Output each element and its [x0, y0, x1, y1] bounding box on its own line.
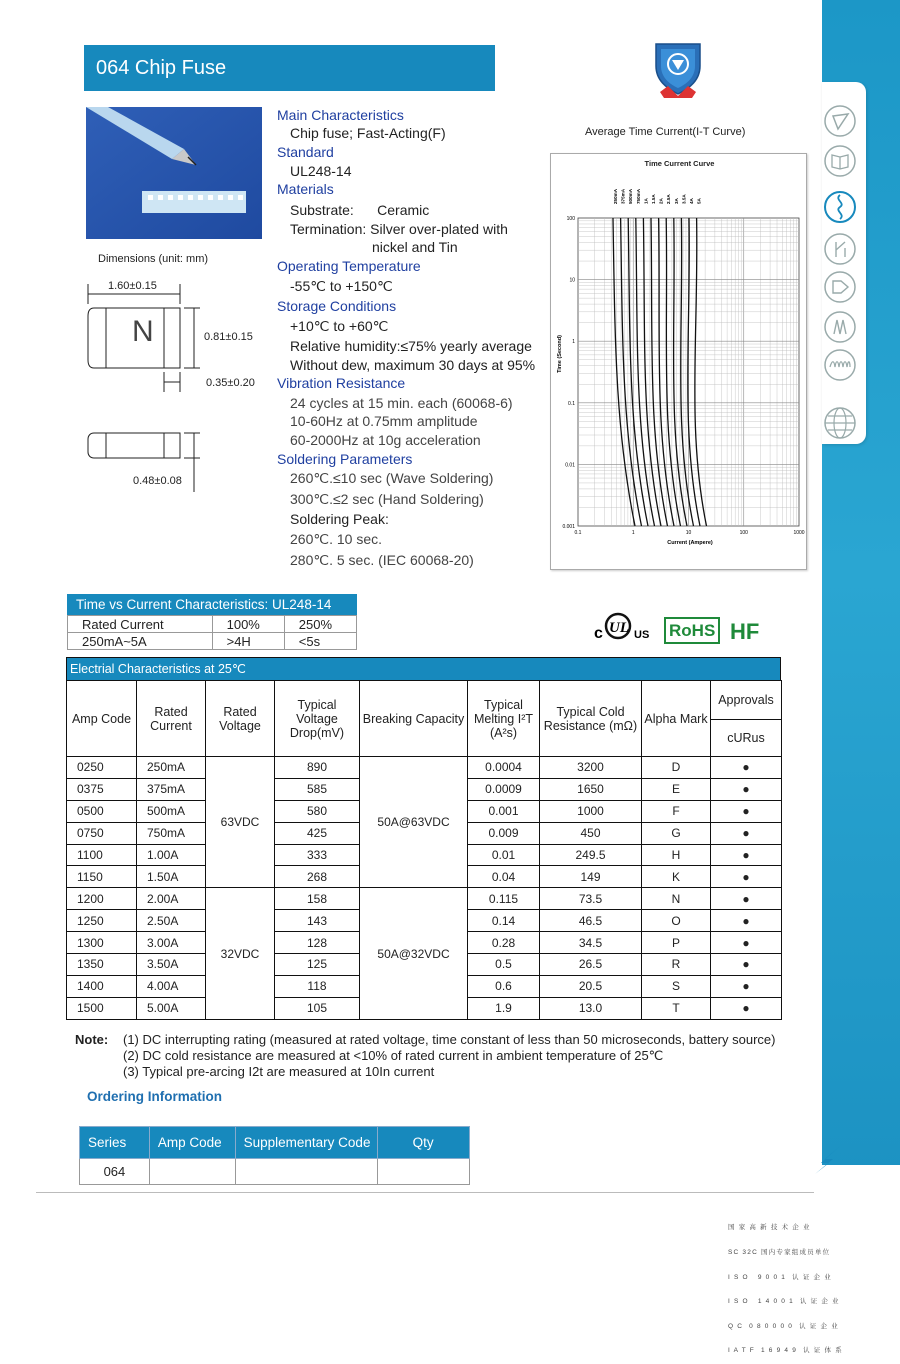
table-cell: 63VDC: [206, 757, 275, 888]
spec-soldering-line: Soldering Peak:: [290, 511, 389, 527]
table-cell: ●: [711, 822, 782, 844]
table-cell: 3200: [540, 757, 642, 779]
spec-vibration-line: 24 cycles at 15 min. each (60068-6): [290, 395, 513, 411]
table-cell: 1.00A: [137, 844, 206, 866]
table-cell: 1.50A: [137, 866, 206, 888]
spec-materials-line: nickel and Tin: [372, 239, 458, 255]
table-cell: 32VDC: [206, 888, 275, 1019]
spec-main-head: Main Characteristics: [277, 107, 404, 123]
spec-soldering-head: Soldering Parameters: [277, 451, 413, 467]
table-cell: 3.00A: [137, 932, 206, 954]
table-cell: 5.00A: [137, 997, 206, 1019]
spec-soldering-line: 260℃. 10 sec.: [290, 531, 382, 547]
table-row: [80, 1159, 470, 1185]
chart-rating-label: 1A: [643, 198, 649, 204]
table-cell: 34.5: [540, 932, 642, 954]
table-cell: P: [642, 932, 711, 954]
table-cell: 46.5: [540, 910, 642, 932]
table-cell: 1.9: [468, 997, 540, 1019]
table-cell: 375mA: [137, 778, 206, 800]
cert-line: I S O 9 0 0 1 认 证 企 业: [728, 1273, 832, 1281]
triangle-icon[interactable]: [823, 104, 857, 138]
table-cell: O: [642, 910, 711, 932]
spec-storage-line: Without dew, maximum 30 days at 95%: [290, 357, 536, 373]
table-cell: 0750: [67, 822, 137, 844]
table-cell: ●: [711, 997, 782, 1019]
footer-divider: [36, 1192, 814, 1193]
time-current-table: [67, 594, 357, 650]
table-cell: 0.14: [468, 910, 540, 932]
spec-optemp-line: -55℃ to +150℃: [290, 278, 393, 294]
cert-line: I S O 1 4 0 0 1 认 证 企 业: [728, 1298, 840, 1306]
curve-frame: [550, 153, 807, 570]
chart-rating-label: 3.5A: [681, 194, 687, 204]
spec-materials-line: Substrate: Ceramic: [290, 202, 430, 218]
page-title: 064 Chip Fuse: [84, 45, 495, 91]
sidebar-icon-tab: [822, 82, 866, 444]
table-cell: 118: [275, 975, 360, 997]
table-cell: 0.6: [468, 975, 540, 997]
table-cell: 158: [275, 888, 360, 910]
col-alpha-mark: Alpha Mark: [642, 681, 711, 757]
table-row: [68, 616, 357, 633]
connector-icon[interactable]: [823, 270, 857, 304]
table-cell: 0.001: [468, 800, 540, 822]
table-cell: 1000: [540, 800, 642, 822]
order-cell: 064: [80, 1159, 150, 1185]
table-cell: 128: [275, 932, 360, 954]
table-cell: 3.50A: [137, 954, 206, 976]
table-cell: 1500: [67, 997, 137, 1019]
col-voltage-drop: Typical Voltage Drop(mV): [275, 681, 360, 757]
table-row: [68, 633, 357, 650]
note-line: (2) DC cold resistance are measured at <10% of rated current in ambient temperature of 25℃: [123, 1048, 664, 1063]
note-line: (1) DC interrupting rating (measured at rated voltage, time constant of less than 50 microseconds, battery source): [123, 1032, 776, 1047]
order-col-qty: Qty: [378, 1127, 470, 1159]
chart-rating-label: 3A: [673, 198, 679, 204]
table-cell: 1350: [67, 954, 137, 976]
table-cell: 500mA: [137, 800, 206, 822]
table-cell: S: [642, 975, 711, 997]
spec-soldering-line: 300℃.≤2 sec (Hand Soldering): [290, 491, 484, 507]
svg-text:US: US: [634, 629, 650, 641]
table-cell: 2.50A: [137, 910, 206, 932]
chart-xtick: 100: [739, 530, 748, 536]
chart-curve: [688, 218, 700, 526]
dimension-drawing: [84, 276, 204, 496]
spec-storage-line: Relative humidity:≤75% yearly average: [290, 338, 532, 354]
table-cell: 250mA: [137, 757, 206, 779]
table-cell: 0.28: [468, 932, 540, 954]
ordering-table: [79, 1126, 470, 1185]
table-cell: 0250: [67, 757, 137, 779]
col-amp-code: Amp Code: [67, 681, 137, 757]
table-cell: 890: [275, 757, 360, 779]
table-cell: 1400: [67, 975, 137, 997]
col-rated-current: Rated Current: [137, 681, 206, 757]
curve-caption: Average Time Current(I-T Curve): [585, 126, 746, 138]
chart-rating-label: 2A: [658, 198, 664, 204]
col-melting: Typical Melting I²T (A²s): [468, 681, 540, 757]
chart-xtick: 1: [631, 530, 635, 536]
chart-rating-label: 1.5A: [651, 194, 656, 204]
table-cell: 26.5: [540, 954, 642, 976]
table-cell: 1250: [67, 910, 137, 932]
table-cell: ●: [711, 800, 782, 822]
chart-xtick: 1000: [793, 530, 805, 536]
table-cell: 0.04: [468, 866, 540, 888]
table-cell: 105: [275, 997, 360, 1019]
curve-xlabel: Current (Ampere): [667, 540, 713, 546]
table-cell: 580: [275, 800, 360, 822]
order-cell: [235, 1159, 378, 1185]
product-photo: [86, 107, 262, 239]
chart-rating-label: 4A: [689, 198, 694, 204]
table-cell: ●: [711, 844, 782, 866]
chart-xtick: 0.1: [574, 530, 582, 536]
table-cell: 20.5: [540, 975, 642, 997]
chart-rating-label: 250mA: [613, 188, 618, 204]
varistor-icon[interactable]: [823, 310, 857, 344]
tvc-cell: <5s: [284, 633, 356, 650]
order-cell: [149, 1159, 235, 1185]
table-row: [67, 888, 782, 910]
spec-main-line: Chip fuse; Fast-Acting(F): [290, 125, 446, 141]
spec-standard-line: UL248-14: [290, 163, 352, 179]
order-col-amp: Amp Code: [149, 1127, 235, 1159]
right-sidebar: [822, 0, 900, 1273]
cert-line: I A T F 1 6 9 4 9 认 证 体 系: [728, 1347, 843, 1355]
company-logo: [652, 40, 704, 100]
table-cell: T: [642, 997, 711, 1019]
col-cold-resistance: Typical Cold Resistance (mΩ): [540, 681, 642, 757]
table-cell: D: [642, 757, 711, 779]
curve-chart: [551, 154, 808, 571]
svg-text:UL: UL: [609, 620, 629, 636]
spec-storage-line: +10℃ to +60℃: [290, 318, 389, 334]
cert-line: Q C 0 8 0 0 0 0 认 证 企 业: [728, 1322, 839, 1330]
table-cell: 0.01: [468, 844, 540, 866]
thermal-icon[interactable]: [823, 232, 857, 266]
table-cell: G: [642, 822, 711, 844]
table-cell: 1300: [67, 932, 137, 954]
spec-storage-head: Storage Conditions: [277, 298, 397, 314]
table-cell: 425: [275, 822, 360, 844]
book-icon[interactable]: [823, 144, 857, 178]
hf-badge: HF: [730, 619, 760, 644]
fuse-marking: N: [132, 315, 154, 348]
table-cell: 333: [275, 844, 360, 866]
tvc-title: Time vs Current Characteristics: UL248-14: [67, 594, 357, 615]
rohs-badge: RoHS: [664, 617, 720, 644]
table-cell: ●: [711, 910, 782, 932]
chart-rating-label: 5A: [696, 198, 702, 204]
spec-vibration-line: 10-60Hz at 0.75mm amplitude: [290, 413, 478, 429]
table-cell: 585: [275, 778, 360, 800]
chart-ytick: 0.1: [568, 400, 575, 407]
spec-vibration-line: 60-2000Hz at 10g acceleration: [290, 432, 481, 448]
spec-vibration-head: Vibration Resistance: [277, 375, 406, 391]
table-cell: 2.00A: [137, 888, 206, 910]
order-col-series: Series: [80, 1127, 150, 1159]
table-cell: F: [642, 800, 711, 822]
table-cell: 0.009: [468, 822, 540, 844]
tvc-cell: 250mA~5A: [68, 633, 213, 650]
tvc-cell: 100%: [212, 616, 284, 633]
fuse-icon[interactable]: [823, 190, 857, 224]
curve-ylabel: Time (Second): [557, 335, 563, 373]
table-cell: 1650: [540, 778, 642, 800]
note-line: (3) Typical pre-arcing I2t are measured at 10In current: [123, 1064, 435, 1079]
globe-icon[interactable]: [823, 406, 857, 440]
table-cell: 13.0: [540, 997, 642, 1019]
chart-rating-label: 375mA: [620, 188, 626, 204]
table-cell: E: [642, 778, 711, 800]
chart-rating-label: 2.5A: [666, 194, 672, 204]
table-cell: 0375: [67, 778, 137, 800]
table-cell: 0.0004: [468, 757, 540, 779]
chart-rating-label: 500mA: [628, 188, 634, 204]
tvc-cell: Rated Current: [68, 616, 213, 633]
chart-curve: [695, 218, 707, 526]
coil-icon[interactable]: [823, 348, 857, 382]
chart-ytick: 100: [566, 216, 575, 222]
lightning-icon: [812, 1145, 842, 1175]
order-cell: [378, 1159, 470, 1185]
dim-height: 0.81±0.15: [204, 331, 253, 343]
dim-width: 0.48±0.08: [133, 475, 182, 487]
chart-ytick: 0.01: [565, 462, 575, 469]
table-cell: ●: [711, 932, 782, 954]
spec-standard-head: Standard: [277, 144, 334, 160]
ordering-title: Ordering Information: [87, 1089, 222, 1104]
spec-materials-head: Materials: [277, 181, 334, 197]
table-cell: 143: [275, 910, 360, 932]
dimensions-title: Dimensions (unit: mm): [98, 253, 209, 265]
table-cell: 1200: [67, 888, 137, 910]
table-cell: 50A@63VDC: [360, 757, 468, 888]
chart-curve: [681, 218, 694, 526]
certifications: [728, 1208, 843, 1364]
chart-xtick: 10: [685, 530, 692, 536]
table-cell: 0.5: [468, 954, 540, 976]
table-cell: R: [642, 954, 711, 976]
table-cell: ●: [711, 888, 782, 910]
table-cell: 4.00A: [137, 975, 206, 997]
table-cell: 73.5: [540, 888, 642, 910]
cert-line: SC 32C 国内专家组成员单位: [728, 1249, 831, 1257]
table-cell: 125: [275, 954, 360, 976]
table-cell: N: [642, 888, 711, 910]
col-approvals: Approvals: [711, 681, 782, 720]
tvc-cell: 250%: [284, 616, 356, 633]
table-cell: H: [642, 844, 711, 866]
notes-label: Note:: [75, 1032, 109, 1047]
spec-soldering-line: 280℃. 5 sec. (IEC 60068-20): [290, 552, 474, 568]
table-cell: 149: [540, 866, 642, 888]
table-cell: ●: [711, 975, 782, 997]
table-cell: ●: [711, 757, 782, 779]
curve-title: Time Current Curve: [644, 159, 715, 168]
dim-termination: 0.35±0.20: [206, 377, 255, 389]
col-rated-voltage: Rated Voltage: [206, 681, 275, 757]
electrical-table: [66, 657, 781, 1020]
table-cell: 249.5: [540, 844, 642, 866]
table-cell: 1100: [67, 844, 137, 866]
spec-optemp-head: Operating Temperature: [277, 258, 421, 274]
chart-ytick: 1: [572, 339, 575, 346]
table-cell: 450: [540, 822, 642, 844]
table-cell: ●: [711, 954, 782, 976]
table-cell: 0.0009: [468, 778, 540, 800]
table-cell: 50A@32VDC: [360, 888, 468, 1019]
order-col-supplementary: Supplementary Code: [235, 1127, 378, 1159]
table-cell: 268: [275, 866, 360, 888]
table-cell: K: [642, 866, 711, 888]
elec-title: Electrial Characteristics at 25℃: [66, 657, 781, 680]
table-cell: 0500: [67, 800, 137, 822]
spec-materials-line: Termination: Silver over-plated with: [290, 221, 508, 237]
cert-line: 国 家 高 新 技 术 企 业: [728, 1224, 811, 1232]
spec-soldering-line: 260℃.≤10 sec (Wave Soldering): [290, 470, 494, 486]
chart-ytick: 10: [569, 277, 575, 284]
col-breaking-capacity: Breaking Capacity: [360, 681, 468, 757]
chart-rating-label: 750mA: [635, 188, 641, 204]
table-cell: 0.115: [468, 888, 540, 910]
table-row: [67, 757, 782, 779]
svg-text:c: c: [594, 625, 603, 642]
table-cell: ●: [711, 778, 782, 800]
table-cell: 750mA: [137, 822, 206, 844]
dim-length: 1.60±0.15: [108, 280, 157, 292]
table-cell: 1150: [67, 866, 137, 888]
col-curus: cURus: [711, 719, 782, 757]
table-cell: ●: [711, 866, 782, 888]
chart-ytick: 0.001: [562, 524, 575, 530]
tvc-cell: >4H: [212, 633, 284, 650]
ul-logo: [594, 612, 660, 642]
